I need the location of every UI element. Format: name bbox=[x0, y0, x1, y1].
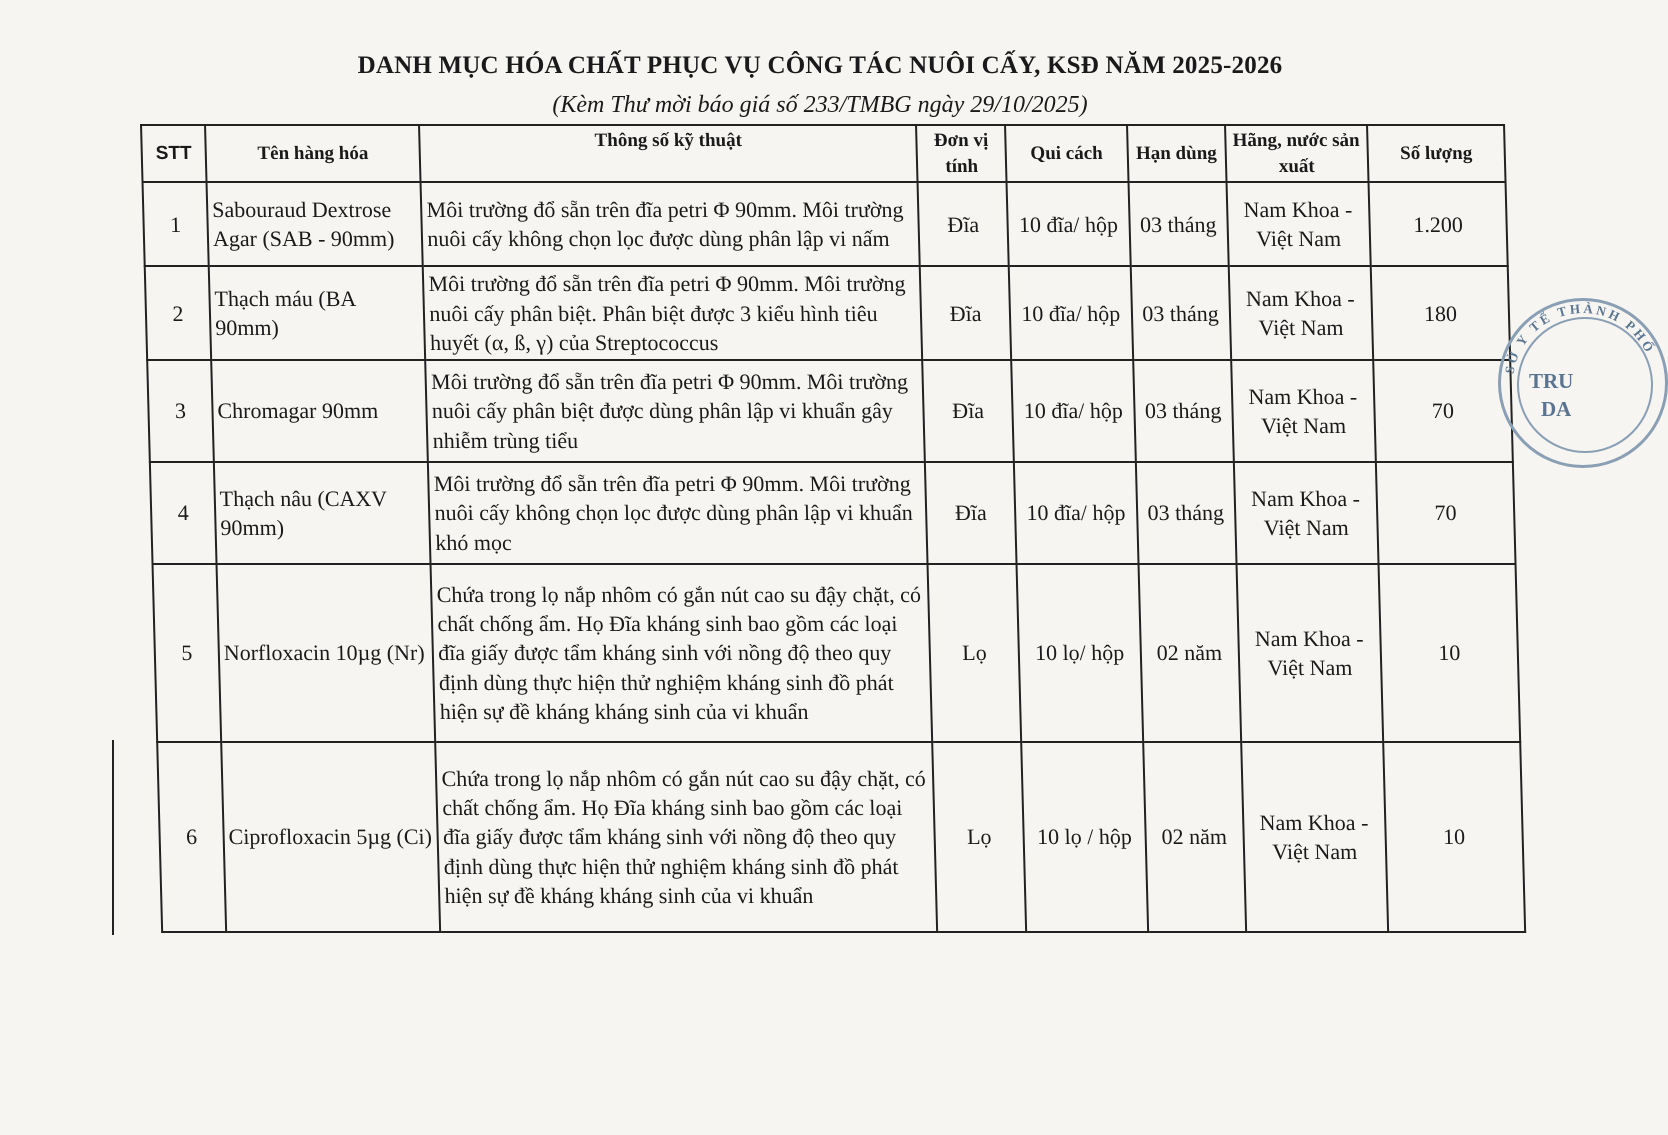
cell-stt: 2 bbox=[145, 266, 211, 360]
svg-text:SỞ Y TẾ THÀNH PHỐ bbox=[1502, 301, 1659, 375]
cell-expiry: 03 tháng bbox=[1130, 266, 1230, 360]
cell-name: Sabouraud Dextrose Agar (SAB - 90mm) bbox=[206, 182, 423, 266]
cell-spec: Môi trường đổ sẵn trên đĩa petri Φ 90mm. Môi trường nuôi cấy không chọn lọc được dùng phân lập vi khuẩn khó mọc bbox=[428, 462, 928, 564]
cell-pack: 10 đĩa/ hộp bbox=[1011, 360, 1135, 462]
official-seal bbox=[1498, 298, 1668, 468]
table-row bbox=[147, 360, 1513, 462]
table-row bbox=[157, 742, 1525, 932]
header-stt: STT bbox=[141, 125, 206, 182]
cell-qty: 1.200 bbox=[1368, 182, 1507, 266]
cell-pack: 10 đĩa/ hộp bbox=[1006, 182, 1130, 266]
cell-unit: Lọ bbox=[932, 742, 1026, 932]
cell-qty: 10 bbox=[1378, 564, 1520, 742]
header-qty: Số lượng bbox=[1367, 125, 1506, 182]
cell-stt: 6 bbox=[157, 742, 226, 932]
cell-spec: Chứa trong lọ nắp nhôm có gắn nút cao su đậy chặt, có chất chống ẩm. Họ Đĩa kháng sinh bao gồm các loại đĩa giấy được tẩm kháng sinh với nồng độ theo quy định dùng thực hiện thử nghiệm kháng sinh đồ phát hiện sự đề kháng kháng sinh của vi khuẩn bbox=[436, 742, 938, 932]
cell-stt: 3 bbox=[147, 360, 214, 462]
table-row bbox=[150, 462, 1516, 564]
cell-maker: Nam Khoa - Việt Nam bbox=[1231, 360, 1376, 462]
seal-ring-text bbox=[1498, 298, 1668, 468]
margin-line bbox=[112, 740, 114, 935]
cell-name: Chromagar 90mm bbox=[211, 360, 428, 462]
cell-maker: Nam Khoa - Việt Nam bbox=[1241, 742, 1388, 932]
cell-stt: 4 bbox=[150, 462, 217, 564]
seal-center-line-1: TRU bbox=[1529, 369, 1574, 393]
cell-pack: 10 đĩa/ hộp bbox=[1009, 266, 1133, 360]
cell-name: Thạch nâu (CAXV 90mm) bbox=[214, 462, 431, 564]
table-row bbox=[145, 266, 1510, 360]
cell-stt: 1 bbox=[143, 182, 209, 266]
cell-pack: 10 lọ/ hộp bbox=[1016, 564, 1142, 742]
cell-expiry: 02 năm bbox=[1143, 742, 1246, 932]
header-maker: Hãng, nước sản xuất bbox=[1225, 125, 1369, 182]
table-row bbox=[143, 182, 1508, 266]
cell-qty: 70 bbox=[1373, 360, 1513, 462]
cell-unit: Lọ bbox=[928, 564, 1021, 742]
document-title: DANH MỤC HÓA CHẤT PHỤC VỤ CÔNG TÁC NUÔI CẤY, KSĐ NĂM 2025-2026 bbox=[357, 52, 1283, 79]
cell-expiry: 03 tháng bbox=[1133, 360, 1234, 462]
cell-name: Norfloxacin 10µg (Nr) bbox=[216, 564, 435, 742]
table-row bbox=[153, 564, 1521, 742]
cell-expiry: 03 tháng bbox=[1135, 462, 1236, 564]
cell-qty: 70 bbox=[1376, 462, 1516, 564]
cell-unit: Đĩa bbox=[925, 462, 1016, 564]
header-spec: Thông số kỹ thuật bbox=[419, 125, 917, 182]
cell-spec: Môi trường đổ sẵn trên đĩa petri Φ 90mm. Môi trường nuôi cấy phân biệt. Phân biệt được 3 kiểu hình tiêu huyết (α, ß, γ) của Streptococcus bbox=[423, 266, 922, 360]
cell-qty: 10 bbox=[1383, 742, 1525, 932]
cell-unit: Đĩa bbox=[920, 266, 1011, 360]
cell-stt: 5 bbox=[153, 564, 222, 742]
seal-ring-label: SỞ Y TẾ THÀNH PHỐ bbox=[1501, 300, 1659, 375]
cell-spec: Môi trường đổ sẵn trên đĩa petri Φ 90mm. Môi trường nuôi cấy không chọn lọc được dùng phân lập vi nấm bbox=[421, 182, 920, 266]
chemical-list-table bbox=[140, 124, 1526, 933]
cell-spec: Chứa trong lọ nắp nhôm có gắn nút cao su đậy chặt, có chất chống ẩm. Họ Đĩa kháng sinh bao gồm các loại đĩa giấy được tẩm kháng sinh với nồng độ theo quy định dùng thực hiện thử nghiệm kháng sinh đồ phát hiện sự đề kháng kháng sinh của vi khuẩn bbox=[431, 564, 933, 742]
cell-expiry: 02 năm bbox=[1138, 564, 1241, 742]
table-header-row bbox=[141, 125, 1506, 182]
document-subtitle: (Kèm Thư mời báo giá số 233/TMBG ngày 29/10/2025) bbox=[552, 92, 1088, 118]
header-expiry: Hạn dùng bbox=[1127, 125, 1226, 182]
cell-maker: Nam Khoa - Việt Nam bbox=[1226, 182, 1370, 266]
cell-expiry: 03 tháng bbox=[1128, 182, 1228, 266]
seal-center-line-2: DA bbox=[1541, 397, 1572, 421]
cell-maker: Nam Khoa - Việt Nam bbox=[1228, 266, 1373, 360]
header-pack: Qui cách bbox=[1005, 125, 1128, 182]
cell-unit: Đĩa bbox=[918, 182, 1009, 266]
cell-unit: Đĩa bbox=[922, 360, 1013, 462]
cell-pack: 10 lọ / hộp bbox=[1021, 742, 1148, 932]
cell-spec: Môi trường đổ sẵn trên đĩa petri Φ 90mm. Môi trường nuôi cấy phân biệt được dùng phân lập vi khuẩn gây nhiễm trùng tiểu bbox=[426, 360, 926, 462]
cell-qty: 180 bbox=[1371, 266, 1511, 360]
cell-name: Thạch máu (BA 90mm) bbox=[209, 266, 426, 360]
header-name: Tên hàng hóa bbox=[205, 125, 421, 182]
cell-name: Ciprofloxacin 5µg (Ci) bbox=[221, 742, 440, 932]
cell-pack: 10 đĩa/ hộp bbox=[1014, 462, 1138, 564]
cell-maker: Nam Khoa - Việt Nam bbox=[1233, 462, 1378, 564]
header-unit: Đơn vị tính bbox=[916, 125, 1006, 182]
cell-maker: Nam Khoa - Việt Nam bbox=[1236, 564, 1383, 742]
